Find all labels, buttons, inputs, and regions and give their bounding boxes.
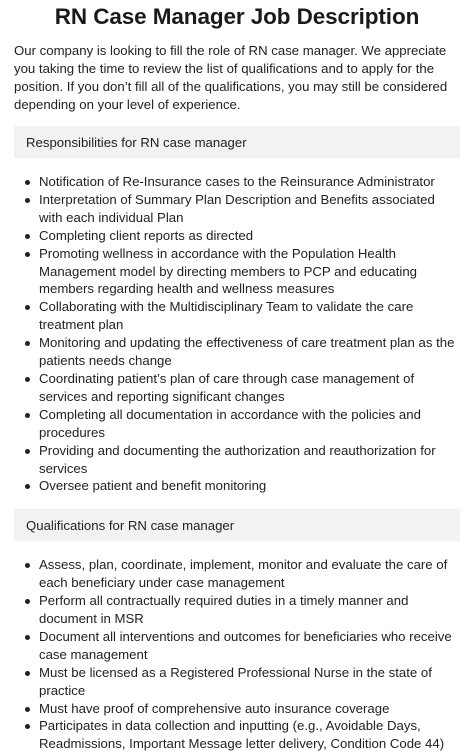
list-item: Must be licensed as a Registered Professional Nurse in the state of practice xyxy=(14,664,460,700)
responsibilities-heading: Responsibilities for RN case manager xyxy=(14,126,460,158)
list-item: Providing and documenting the authorization and reauthorization for services xyxy=(14,442,460,478)
list-item: Participates in data collection and inputting (e.g., Avoidable Days, Readmissions, Important Message letter delivery, Condition Code 44) xyxy=(14,717,460,753)
qualifications-heading: Qualifications for RN case manager xyxy=(14,509,460,541)
list-item: Completing all documentation in accordance with the policies and procedures xyxy=(14,406,460,442)
list-item: Document all interventions and outcomes for beneficiaries who receive case management xyxy=(14,628,460,664)
list-item: Monitoring and updating the effectiveness of care treatment plan as the patients needs change xyxy=(14,334,460,370)
list-item: Oversee patient and benefit monitoring xyxy=(14,477,460,495)
list-item: Promoting wellness in accordance with the Population Health Management model by directing members to PCP and educating members regarding health and wellness measures xyxy=(14,245,460,299)
page-title: RN Case Manager Job Description xyxy=(54,4,420,29)
responsibilities-list xyxy=(14,173,460,495)
list-item: Collaborating with the Multidisciplinary Team to validate the care treatment plan xyxy=(14,298,460,334)
qualifications-list xyxy=(14,556,460,753)
responsibilities-section xyxy=(14,126,460,495)
intro-paragraph: Our company is looking to fill the role of RN case manager. We appreciate you taking the time to review the list of qualifications and to apply for the position. If you don’t fill all of the qualifications, you may still be considered depending on your level of experience. xyxy=(14,43,448,112)
list-item: Coordinating patient’s plan of care through case management of services and reporting significant changes xyxy=(14,370,460,406)
list-item: Perform all contractually required duties in a timely manner and document in MSR xyxy=(14,592,460,628)
list-item: Assess, plan, coordinate, implement, monitor and evaluate the care of each beneficiary under case management xyxy=(14,556,460,592)
list-item: Notification of Re-Insurance cases to the Reinsurance Administrator xyxy=(14,173,460,191)
list-item: Interpretation of Summary Plan Description and Benefits associated with each individual Plan xyxy=(14,191,460,227)
list-item: Must have proof of comprehensive auto insurance coverage xyxy=(14,700,460,718)
qualifications-section xyxy=(14,509,460,753)
list-item: Completing client reports as directed xyxy=(14,227,460,245)
